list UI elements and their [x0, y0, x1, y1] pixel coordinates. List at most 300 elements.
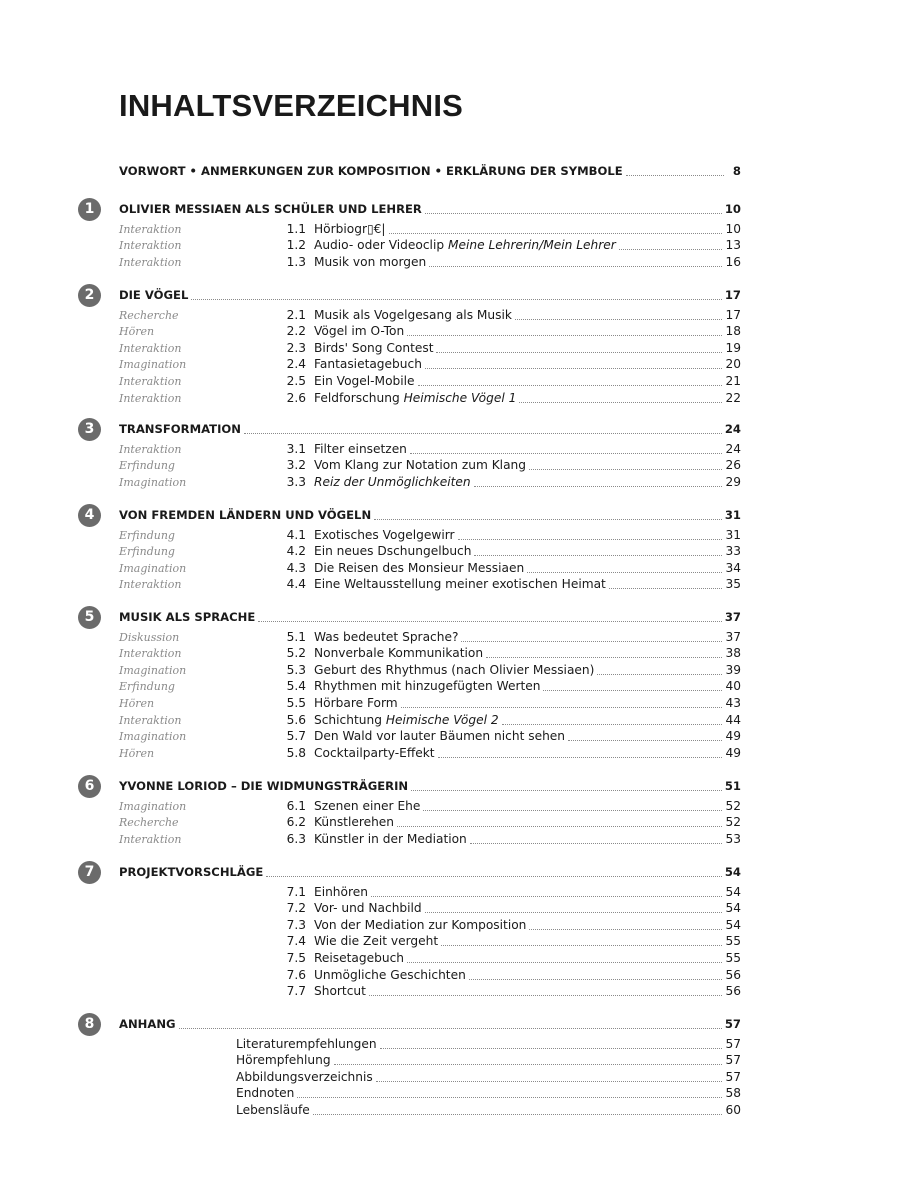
toc-leader	[314, 527, 741, 544]
dot-leader	[179, 1028, 722, 1029]
dot-leader	[401, 707, 723, 708]
entry-title-italic: Heimische Vögel 2	[385, 713, 499, 727]
entry-number: 2.3	[286, 341, 306, 355]
entry-category-label: Imagination	[119, 562, 187, 575]
entry-category-label: Erfindung	[119, 459, 175, 472]
toc-leader	[236, 1102, 741, 1119]
toc-leader	[119, 201, 741, 218]
toc-entry-row[interactable]	[0, 950, 900, 967]
entry-title: Ein Vogel-Mobile	[314, 374, 415, 388]
toc-entry-text	[314, 629, 460, 646]
entry-category-label: Interaktion	[119, 578, 182, 591]
chapter-title: YVONNE LORIOD – DIE WIDMUNGSTRÄGERIN	[119, 779, 409, 793]
toc-page-number: 60	[725, 1103, 741, 1117]
toc-entry-text	[314, 814, 396, 831]
toc-leader	[314, 884, 741, 901]
toc-page-number: 31	[725, 528, 741, 542]
dot-leader	[470, 843, 723, 844]
toc-entry-row[interactable]	[0, 1085, 900, 1102]
entry-title: Was bedeutet Sprache?	[314, 630, 459, 644]
dot-leader	[425, 912, 723, 913]
dot-leader	[425, 368, 723, 369]
dot-leader	[244, 433, 722, 434]
entry-category-label: Imagination	[119, 476, 187, 489]
toc-page-number: 18	[725, 324, 741, 338]
toc-leader	[314, 373, 741, 390]
toc-page-number: 49	[725, 729, 741, 743]
toc-entry-text	[314, 307, 514, 324]
toc-page-number: 54	[724, 865, 741, 879]
toc-leader	[314, 441, 741, 458]
toc-leader	[314, 695, 741, 712]
toc-leader	[119, 609, 741, 626]
toc-entry-text	[119, 1016, 178, 1033]
toc-leader	[314, 983, 741, 1000]
entry-category-label: Imagination	[119, 730, 187, 743]
chapter-3-heading-row[interactable]	[0, 421, 900, 438]
entry-title: Nonverbale Kommunikation	[314, 646, 484, 660]
toc-entry-text	[119, 778, 410, 795]
entry-title: Feldforschung	[314, 391, 404, 405]
toc-entry-row[interactable]	[0, 745, 900, 762]
chapter-title: TRANSFORMATION	[119, 422, 241, 436]
entry-number: 7.5	[286, 951, 306, 965]
toc-page-number: 37	[724, 610, 741, 624]
toc-page-number: 52	[725, 815, 741, 829]
toc-entry-row[interactable]	[0, 474, 900, 491]
toc-entry-row[interactable]	[0, 629, 900, 646]
toc-leader	[314, 900, 741, 917]
toc-page-number: 54	[725, 918, 741, 932]
toc-page-number: 13	[725, 238, 741, 252]
dot-leader	[374, 519, 722, 520]
toc-entry-text	[314, 662, 596, 679]
toc-entry-text	[314, 457, 528, 474]
entry-title: Geburt des Rhythmus (nach Olivier Messiaen)	[314, 663, 595, 677]
toc-entry-text	[119, 864, 265, 881]
toc-entry-text	[314, 933, 440, 950]
toc-entry-text	[314, 983, 368, 1000]
toc-leader	[314, 356, 741, 373]
entry-number: 1.1	[286, 222, 306, 236]
toc-entry-row[interactable]	[0, 712, 900, 729]
toc-entry-text	[314, 967, 468, 984]
entry-title: Unmögliche Geschichten	[314, 968, 466, 982]
toc-leader	[314, 728, 741, 745]
dot-leader	[441, 945, 722, 946]
entry-title: Musik von morgen	[314, 255, 427, 269]
entry-number: 5.4	[286, 679, 306, 693]
chapter-1-heading-row[interactable]	[0, 201, 900, 218]
entry-title: Fantasietagebuch	[314, 357, 422, 371]
dot-leader	[609, 588, 723, 589]
dot-leader	[411, 790, 722, 791]
chapter-5-number-badge: 5	[78, 606, 101, 629]
entry-title: Künstlerehen	[314, 815, 395, 829]
dot-leader	[397, 826, 722, 827]
toc-entry-row[interactable]	[0, 1102, 900, 1119]
entry-title: Hörempfehlung	[236, 1053, 331, 1067]
chapter-2-number-badge: 2	[78, 284, 101, 307]
toc-page-number: 17	[724, 288, 741, 302]
toc-page-number: 40	[725, 679, 741, 693]
dot-leader	[266, 876, 722, 877]
toc-entry-text	[314, 543, 473, 560]
chapter-5-heading-row[interactable]	[0, 609, 900, 626]
entry-title: Exotisches Vogelgewirr	[314, 528, 455, 542]
entry-number: 6.2	[286, 815, 306, 829]
toc-entry-text	[314, 340, 435, 357]
toc-entry-text	[314, 950, 406, 967]
toc-entry-row[interactable]	[0, 678, 900, 695]
entry-title: Künstler in der Mediation	[314, 832, 467, 846]
toc-entry-text	[314, 373, 417, 390]
toc-leader	[119, 507, 741, 524]
toc-page-number: 24	[725, 442, 741, 456]
dot-leader	[486, 657, 722, 658]
toc-entry-text	[236, 1036, 379, 1053]
entry-category-label: Hören	[119, 325, 155, 338]
toc-leader	[314, 237, 741, 254]
entry-title: Musik als Vogelgesang als Musik	[314, 308, 512, 322]
toc-page-number: 22	[725, 391, 741, 405]
chapter-title: ANHANG	[119, 1017, 176, 1031]
toc-entry-row[interactable]	[0, 340, 900, 357]
toc-leader	[314, 745, 741, 762]
toc-leader	[314, 662, 741, 679]
dot-leader	[529, 929, 722, 930]
toc-entry-text	[314, 917, 528, 934]
entry-title: Lebensläufe	[236, 1103, 310, 1117]
page-title: INHALTSVERZEICHNIS	[119, 88, 464, 123]
entry-title: Cocktailparty-Effekt	[314, 746, 435, 760]
toc-entry-text	[314, 831, 469, 848]
toc-leader	[314, 950, 741, 967]
toc-leader	[314, 967, 741, 984]
toc-entry-text	[314, 900, 424, 917]
entry-category-label: Erfindung	[119, 545, 175, 558]
toc-entry-row[interactable]	[0, 307, 900, 324]
toc-page-number: 29	[725, 475, 741, 489]
toc-page-number: 49	[725, 746, 741, 760]
entry-number: 1.3	[286, 255, 306, 269]
entry-title: Szenen einer Ehe	[314, 799, 421, 813]
entry-title: Filter einsetzen	[314, 442, 407, 456]
toc-entry-text	[314, 254, 428, 271]
toc-page-number: 17	[725, 308, 741, 322]
chapter-6-heading-row[interactable]	[0, 778, 900, 795]
toc-entry-row[interactable]	[0, 662, 900, 679]
dot-leader	[418, 385, 723, 386]
entry-number: 4.1	[286, 528, 306, 542]
toc-entry-row[interactable]	[0, 373, 900, 390]
entry-number: 2.4	[286, 357, 306, 371]
toc-entry-text	[314, 712, 501, 729]
toc-entry-text	[314, 745, 437, 762]
toc-leader	[314, 576, 741, 593]
dot-leader	[515, 319, 723, 320]
toc-page-number: 56	[725, 984, 741, 998]
dot-leader	[519, 402, 722, 403]
toc-page-number: 35	[725, 577, 741, 591]
toc-entry-row[interactable]	[0, 798, 900, 815]
toc-page-number: 38	[725, 646, 741, 660]
dot-leader	[258, 621, 722, 622]
entry-title: Vor- und Nachbild	[314, 901, 422, 915]
toc-entry-row[interactable]	[0, 645, 900, 662]
dot-leader	[369, 995, 723, 996]
entry-title-italic: Reiz der Unmöglichkeiten	[314, 475, 471, 489]
entry-category-label: Imagination	[119, 664, 187, 677]
toc-page-number: 55	[725, 934, 741, 948]
dot-leader	[389, 233, 723, 234]
chapter-7-heading-row[interactable]	[0, 864, 900, 881]
toc-leader	[314, 323, 741, 340]
entry-number: 4.3	[286, 561, 306, 575]
toc-entry-text	[119, 507, 373, 524]
dot-leader	[371, 896, 723, 897]
toc-page-number: 57	[725, 1053, 741, 1067]
entry-title: Birds' Song Contest	[314, 341, 434, 355]
entry-category-label: Imagination	[119, 358, 187, 371]
toc-entry-row[interactable]	[0, 1069, 900, 1086]
entry-number: 5.1	[286, 630, 306, 644]
toc-leader	[314, 307, 741, 324]
toc-page-number: 54	[725, 885, 741, 899]
dot-leader	[461, 641, 722, 642]
toc-entry-text	[314, 884, 370, 901]
dot-leader	[423, 810, 722, 811]
entry-number: 5.6	[286, 713, 306, 727]
toc-leader	[236, 1052, 741, 1069]
entry-title: Rhythmen mit hinzugefügten Werten	[314, 679, 541, 693]
entry-number: 7.7	[286, 984, 306, 998]
toc-entry-text	[314, 560, 526, 577]
toc-entry-row[interactable]	[0, 884, 900, 901]
chapter-4-number-badge: 4	[78, 504, 101, 527]
toc-entry-row[interactable]	[0, 967, 900, 984]
entry-title: Von der Mediation zur Komposition	[314, 918, 527, 932]
toc-entry-text	[314, 695, 400, 712]
toc-leader	[314, 645, 741, 662]
toc-entry-row[interactable]	[0, 221, 900, 238]
toc-entry-row[interactable]	[0, 237, 900, 254]
toc-vorwort-row[interactable]	[0, 163, 900, 180]
toc-leader	[314, 221, 741, 238]
chapter-8-heading-row[interactable]	[0, 1016, 900, 1033]
dot-leader	[529, 469, 722, 470]
entry-number: 7.2	[286, 901, 306, 915]
toc-leader	[314, 254, 741, 271]
toc-entry-row[interactable]	[0, 390, 900, 407]
toc-entry-row[interactable]	[0, 1052, 900, 1069]
toc-page-number: 52	[725, 799, 741, 813]
toc-page-number: 16	[725, 255, 741, 269]
toc-entry-text	[314, 441, 409, 458]
toc-leader	[314, 814, 741, 831]
toc-entry-text	[314, 237, 618, 254]
chapter-title: DIE VÖGEL	[119, 288, 189, 302]
entry-number: 6.1	[286, 799, 306, 813]
toc-page-number: 10	[725, 222, 741, 236]
toc-entry-row[interactable]	[0, 728, 900, 745]
entry-title: Eine Weltausstellung meiner exotischen Heimat	[314, 577, 606, 591]
entry-category-label: Interaktion	[119, 647, 182, 660]
toc-entry-text	[314, 798, 422, 815]
dot-leader	[380, 1048, 723, 1049]
toc-entry-row[interactable]	[0, 900, 900, 917]
toc-entry-row[interactable]	[0, 527, 900, 544]
toc-entry-row[interactable]	[0, 560, 900, 577]
toc-entry-text	[119, 201, 424, 218]
entry-category-label: Interaktion	[119, 392, 182, 405]
toc-page-number: 34	[725, 561, 741, 575]
entry-category-label: Recherche	[119, 309, 179, 322]
toc-leader	[314, 933, 741, 950]
entry-category-label: Erfindung	[119, 529, 175, 542]
entry-title: Einhören	[314, 885, 368, 899]
entry-number: 2.6	[286, 391, 306, 405]
entry-number: 5.2	[286, 646, 306, 660]
dot-leader	[429, 266, 722, 267]
chapter-4-heading-row[interactable]	[0, 507, 900, 524]
toc-leader	[314, 678, 741, 695]
toc-entry-row[interactable]	[0, 933, 900, 950]
toc-entry-row[interactable]	[0, 543, 900, 560]
toc-page-number: 57	[724, 1017, 741, 1031]
dot-leader	[410, 453, 723, 454]
chapter-title: OLIVIER MESSIAEN ALS SCHÜLER UND LEHRER	[119, 202, 422, 216]
entry-number: 5.3	[286, 663, 306, 677]
entry-title-italic: Heimische Vögel 1	[403, 391, 517, 405]
toc-entry-text	[314, 645, 485, 662]
toc-entry-row[interactable]	[0, 576, 900, 593]
toc-page-number: 57	[725, 1070, 741, 1084]
dot-leader	[469, 979, 723, 980]
toc-leader	[119, 1016, 741, 1033]
toc-leader	[314, 560, 741, 577]
toc-page-number: 43	[725, 696, 741, 710]
toc-entry-row[interactable]	[0, 831, 900, 848]
dot-leader	[313, 1114, 723, 1115]
entry-number: 4.4	[286, 577, 306, 591]
toc-entry-text	[314, 221, 388, 238]
toc-vorwort-page: 8	[732, 164, 741, 178]
toc-page-number: 58	[725, 1086, 741, 1100]
toc-leader	[314, 917, 741, 934]
dot-leader	[438, 757, 723, 758]
chapter-title: VON FREMDEN LÄNDERN UND VÖGELN	[119, 508, 372, 522]
entry-category-label: Interaktion	[119, 342, 182, 355]
toc-page-number: 53	[725, 832, 741, 846]
chapter-3-number-badge: 3	[78, 418, 101, 441]
toc-leader	[314, 831, 741, 848]
toc-entry-row[interactable]	[0, 356, 900, 373]
dot-leader	[597, 674, 722, 675]
entry-number: 3.3	[286, 475, 306, 489]
chapter-1-number-badge: 1	[78, 198, 101, 221]
toc-entry-text	[314, 678, 542, 695]
dot-leader	[619, 249, 723, 250]
toc-leader	[119, 421, 741, 438]
entry-title: Den Wald vor lauter Bäumen nicht sehen	[314, 729, 566, 743]
toc-entry-text	[314, 728, 567, 745]
entry-category-label: Interaktion	[119, 714, 182, 727]
toc-entry-row[interactable]	[0, 323, 900, 340]
entry-title: Vögel im O-Ton	[314, 324, 405, 338]
entry-category-label: Diskussion	[119, 631, 180, 644]
chapter-2-heading-row[interactable]	[0, 287, 900, 304]
entry-title: Hörbare Form	[314, 696, 398, 710]
entry-title: Wie die Zeit vergeht	[314, 934, 439, 948]
toc-entry-row[interactable]	[0, 695, 900, 712]
toc-entry-text	[314, 390, 518, 407]
toc-page-number: 21	[725, 374, 741, 388]
toc-leader	[314, 712, 741, 729]
entry-number: 2.2	[286, 324, 306, 338]
chapter-6-number-badge: 6	[78, 775, 101, 798]
entry-title: Die Reisen des Monsieur Messiaen	[314, 561, 525, 575]
toc-page-number: 26	[725, 458, 741, 472]
entry-title: Reisetagebuch	[314, 951, 405, 965]
toc-entry-text	[314, 576, 608, 593]
toc-page-number: 56	[725, 968, 741, 982]
entry-title: Endnoten	[236, 1086, 295, 1100]
toc-vorwort-text: VORWORT • ANMERKUNGEN ZUR KOMPOSITION • ERKLÄRUNG DER SYMBOLE	[119, 164, 623, 178]
dot-leader	[297, 1097, 722, 1098]
entry-category-label: Interaktion	[119, 833, 182, 846]
chapter-title: MUSIK ALS SPRACHE	[119, 610, 256, 624]
dot-leader	[502, 724, 723, 725]
entry-category-label: Interaktion	[119, 375, 182, 388]
toc-entry-row[interactable]	[0, 814, 900, 831]
entry-category-label: Hören	[119, 747, 155, 760]
entry-title: Audio- oder Videoclip	[314, 238, 448, 252]
dot-leader	[425, 213, 722, 214]
chapter-7-number-badge: 7	[78, 861, 101, 884]
toc-leader	[314, 390, 741, 407]
entry-category-label: Erfindung	[119, 680, 175, 693]
toc-entry-text	[119, 287, 190, 304]
toc-entry-text	[314, 323, 406, 340]
toc-entry-row[interactable]	[0, 441, 900, 458]
entry-number: 7.6	[286, 968, 306, 982]
dot-leader	[568, 740, 722, 741]
dot-leader	[436, 352, 722, 353]
dot-leader	[191, 299, 722, 300]
toc-page-number: 24	[724, 422, 741, 436]
entry-title: Ein neues Dschungelbuch	[314, 544, 472, 558]
toc-entry-row[interactable]	[0, 457, 900, 474]
entry-number: 4.2	[286, 544, 306, 558]
entry-title: Abbildungsverzeichnis	[236, 1070, 373, 1084]
dot-leader	[527, 572, 722, 573]
chapter-8-number-badge: 8	[78, 1013, 101, 1036]
toc-entry-row[interactable]	[0, 917, 900, 934]
toc-leader	[236, 1036, 741, 1053]
toc-entry-row[interactable]	[0, 1036, 900, 1053]
entry-category-label: Interaktion	[119, 239, 182, 252]
entry-category-label: Interaktion	[119, 256, 182, 269]
toc-leader	[119, 287, 741, 304]
toc-entry-row[interactable]	[0, 983, 900, 1000]
toc-leader	[314, 457, 741, 474]
entry-number: 5.8	[286, 746, 306, 760]
toc-page-number: 31	[724, 508, 741, 522]
entry-number: 2.1	[286, 308, 306, 322]
toc-page-number: 33	[725, 544, 741, 558]
toc-entry-row[interactable]	[0, 254, 900, 271]
